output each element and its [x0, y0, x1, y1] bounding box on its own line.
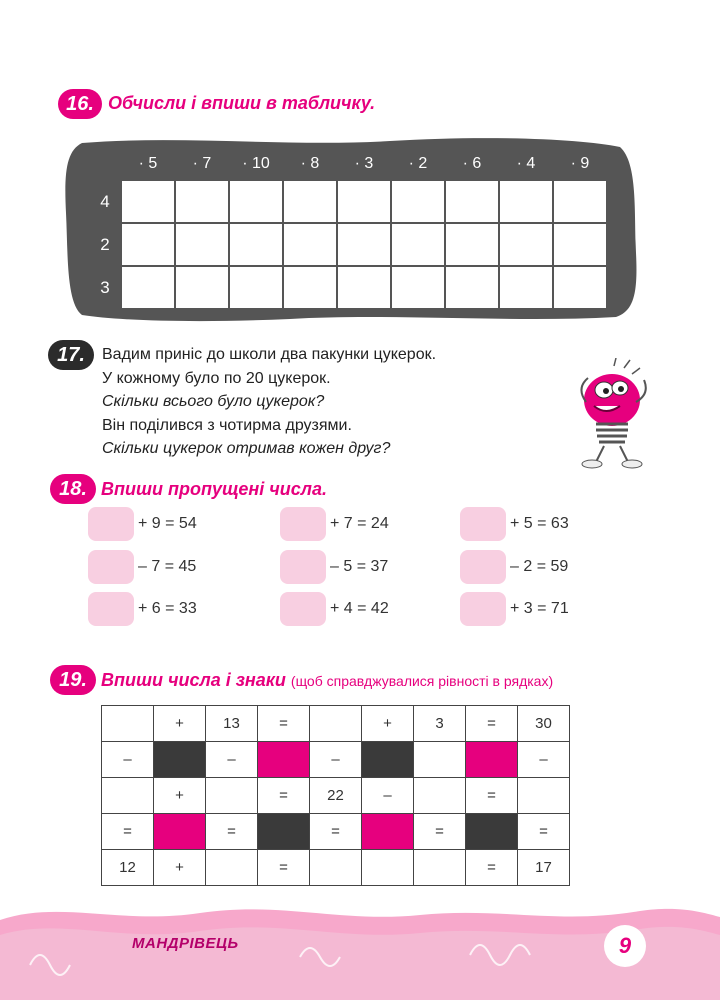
answer-cell[interactable] — [446, 267, 498, 308]
row-label: 2 — [90, 224, 120, 265]
exercise-17-number: 17. — [48, 340, 94, 370]
grid-cell: = — [518, 814, 570, 850]
grid-cell: = — [102, 814, 154, 850]
grid-cell: + — [154, 778, 206, 814]
table-header-row — [90, 149, 606, 179]
exercise-19-note: (щоб справджувалися рівності в рядках) — [290, 673, 554, 689]
multiplier-header: · 3 — [338, 149, 390, 179]
table-corner — [90, 149, 120, 179]
grid-cell: = — [258, 850, 310, 886]
answer-box[interactable] — [280, 550, 326, 584]
exercise-18-title: Впиши пропущені числа. — [101, 479, 327, 499]
grid-cell[interactable] — [102, 706, 154, 742]
answer-cell[interactable] — [392, 267, 444, 308]
answer-cell[interactable] — [284, 181, 336, 222]
equation — [280, 592, 389, 626]
grid-cell[interactable] — [206, 850, 258, 886]
answer-box[interactable] — [280, 507, 326, 541]
equation — [88, 550, 196, 584]
answer-cell[interactable] — [392, 181, 444, 222]
row-label: 3 — [90, 267, 120, 308]
pink-block-cell — [362, 814, 414, 850]
lightbulb-mascot-icon — [566, 358, 656, 473]
grid-cell: – — [362, 778, 414, 814]
grid-cell: – — [518, 742, 570, 778]
publisher-logo: МАНДРІВЕЦЬ — [132, 935, 239, 952]
grid-row — [102, 706, 570, 742]
answer-cell[interactable] — [554, 181, 606, 222]
problem-question: Скільки цукерок отримав кожен друг? — [102, 440, 391, 457]
problem-question: Скільки всього було цукерок? — [102, 393, 325, 410]
answer-cell[interactable] — [230, 224, 282, 265]
grid-cell[interactable] — [102, 778, 154, 814]
grid-cell[interactable] — [310, 706, 362, 742]
answer-cell[interactable] — [338, 181, 390, 222]
table-row — [90, 181, 606, 222]
grid-cell: – — [206, 742, 258, 778]
answer-cell[interactable] — [176, 181, 228, 222]
exercise-16-number: 16. — [58, 89, 102, 119]
equation — [280, 550, 388, 584]
dark-block-cell — [466, 814, 518, 850]
grid-row — [102, 814, 570, 850]
pink-block-cell — [154, 814, 206, 850]
exercise-19-title — [101, 670, 553, 691]
equation — [460, 592, 569, 626]
dark-block-cell — [258, 814, 310, 850]
grid-cell[interactable] — [362, 850, 414, 886]
table-row — [90, 267, 606, 308]
answer-box[interactable] — [88, 592, 134, 626]
grid-cell: = — [310, 814, 362, 850]
multiplier-header: · 9 — [554, 149, 606, 179]
equation-text: + 9 = 54 — [138, 515, 197, 532]
grid-cell[interactable] — [414, 778, 466, 814]
dark-block-cell — [362, 742, 414, 778]
answer-cell[interactable] — [122, 224, 174, 265]
grid-cell: = — [206, 814, 258, 850]
exercise-17-text — [102, 343, 436, 461]
answer-cell[interactable] — [500, 181, 552, 222]
equation-text: + 3 = 71 — [510, 600, 569, 617]
multiplier-header: · 5 — [122, 149, 174, 179]
grid-cell[interactable] — [414, 742, 466, 778]
equation — [280, 507, 389, 541]
grid-cell: = — [414, 814, 466, 850]
grid-cell: = — [258, 706, 310, 742]
answer-cell[interactable] — [446, 181, 498, 222]
grid-cell: = — [466, 778, 518, 814]
answer-box[interactable] — [88, 550, 134, 584]
multiplier-header: · 2 — [392, 149, 444, 179]
grid-cell: 17 — [518, 850, 570, 886]
answer-cell[interactable] — [230, 267, 282, 308]
answer-cell[interactable] — [122, 181, 174, 222]
equation-text: + 4 = 42 — [330, 600, 389, 617]
grid-cell: – — [310, 742, 362, 778]
grid-cell: = — [258, 778, 310, 814]
grid-cell[interactable] — [206, 778, 258, 814]
equation — [88, 507, 197, 541]
dark-block-cell — [154, 742, 206, 778]
multiplication-table — [88, 147, 608, 310]
exercise-16-title: Обчисли і впиши в табличку. — [108, 93, 376, 113]
answer-cell[interactable] — [338, 267, 390, 308]
answer-box[interactable] — [460, 550, 506, 584]
grid-cell: + — [154, 850, 206, 886]
equation-text: + 7 = 24 — [330, 515, 389, 532]
multiplier-header: · 8 — [284, 149, 336, 179]
exercise-19-number: 19. — [50, 665, 96, 695]
row-label: 4 — [90, 181, 120, 222]
answer-cell[interactable] — [122, 267, 174, 308]
answer-cell[interactable] — [230, 181, 282, 222]
problem-line: Він поділився з чотирма друзями. — [102, 416, 352, 434]
pink-block-cell — [466, 742, 518, 778]
grid-row — [102, 742, 570, 778]
multiplier-header: · 6 — [446, 149, 498, 179]
answer-box[interactable] — [460, 507, 506, 541]
grid-row — [102, 778, 570, 814]
grid-cell: + — [362, 706, 414, 742]
multiplier-header: · 10 — [230, 149, 282, 179]
multiplier-header: · 7 — [176, 149, 228, 179]
answer-cell[interactable] — [176, 224, 228, 265]
equation — [460, 507, 569, 541]
grid-cell: 3 — [414, 706, 466, 742]
equation-text: + 6 = 33 — [138, 600, 197, 617]
exercise-19-title-text: Впиши числа і знаки — [101, 670, 286, 690]
answer-cell[interactable] — [500, 267, 552, 308]
grid-cell: 30 — [518, 706, 570, 742]
grid-cell[interactable] — [518, 778, 570, 814]
page-number: 9 — [604, 925, 646, 967]
answer-box[interactable] — [280, 592, 326, 626]
problem-line: Вадим приніс до школи два пакунки цукерок. — [102, 346, 437, 363]
grid-cell[interactable] — [310, 850, 362, 886]
equation — [88, 592, 197, 626]
table-row — [90, 224, 606, 265]
grid-row — [102, 850, 570, 886]
answer-box[interactable] — [88, 507, 134, 541]
grid-cell: 13 — [206, 706, 258, 742]
grid-cell: – — [102, 742, 154, 778]
answer-cell[interactable] — [176, 267, 228, 308]
equation-grid — [101, 705, 570, 886]
problem-line: У кожному було по 20 цукерок. — [102, 369, 331, 387]
equation-text: + 5 = 63 — [510, 515, 569, 532]
multiplier-header: · 4 — [500, 149, 552, 179]
grid-cell: 12 — [102, 850, 154, 886]
equation-text: – 7 = 45 — [138, 558, 197, 575]
answer-cell[interactable] — [554, 267, 606, 308]
grid-cell[interactable] — [414, 850, 466, 886]
answer-cell[interactable] — [284, 267, 336, 308]
grid-cell: 22 — [310, 778, 362, 814]
answer-cell[interactable] — [554, 224, 606, 265]
grid-cell: + — [154, 706, 206, 742]
grid-cell: = — [466, 706, 518, 742]
answer-cell[interactable] — [500, 224, 552, 265]
equation-text: – 5 = 37 — [330, 558, 389, 575]
answer-cell[interactable] — [392, 224, 444, 265]
grid-cell: = — [466, 850, 518, 886]
answer-cell[interactable] — [338, 224, 390, 265]
answer-cell[interactable] — [446, 224, 498, 265]
exercise-18-number: 18. — [50, 474, 96, 504]
pink-block-cell — [258, 742, 310, 778]
equation-text: – 2 = 59 — [510, 558, 569, 575]
answer-cell[interactable] — [284, 224, 336, 265]
answer-box[interactable] — [460, 592, 506, 626]
equation — [460, 550, 568, 584]
